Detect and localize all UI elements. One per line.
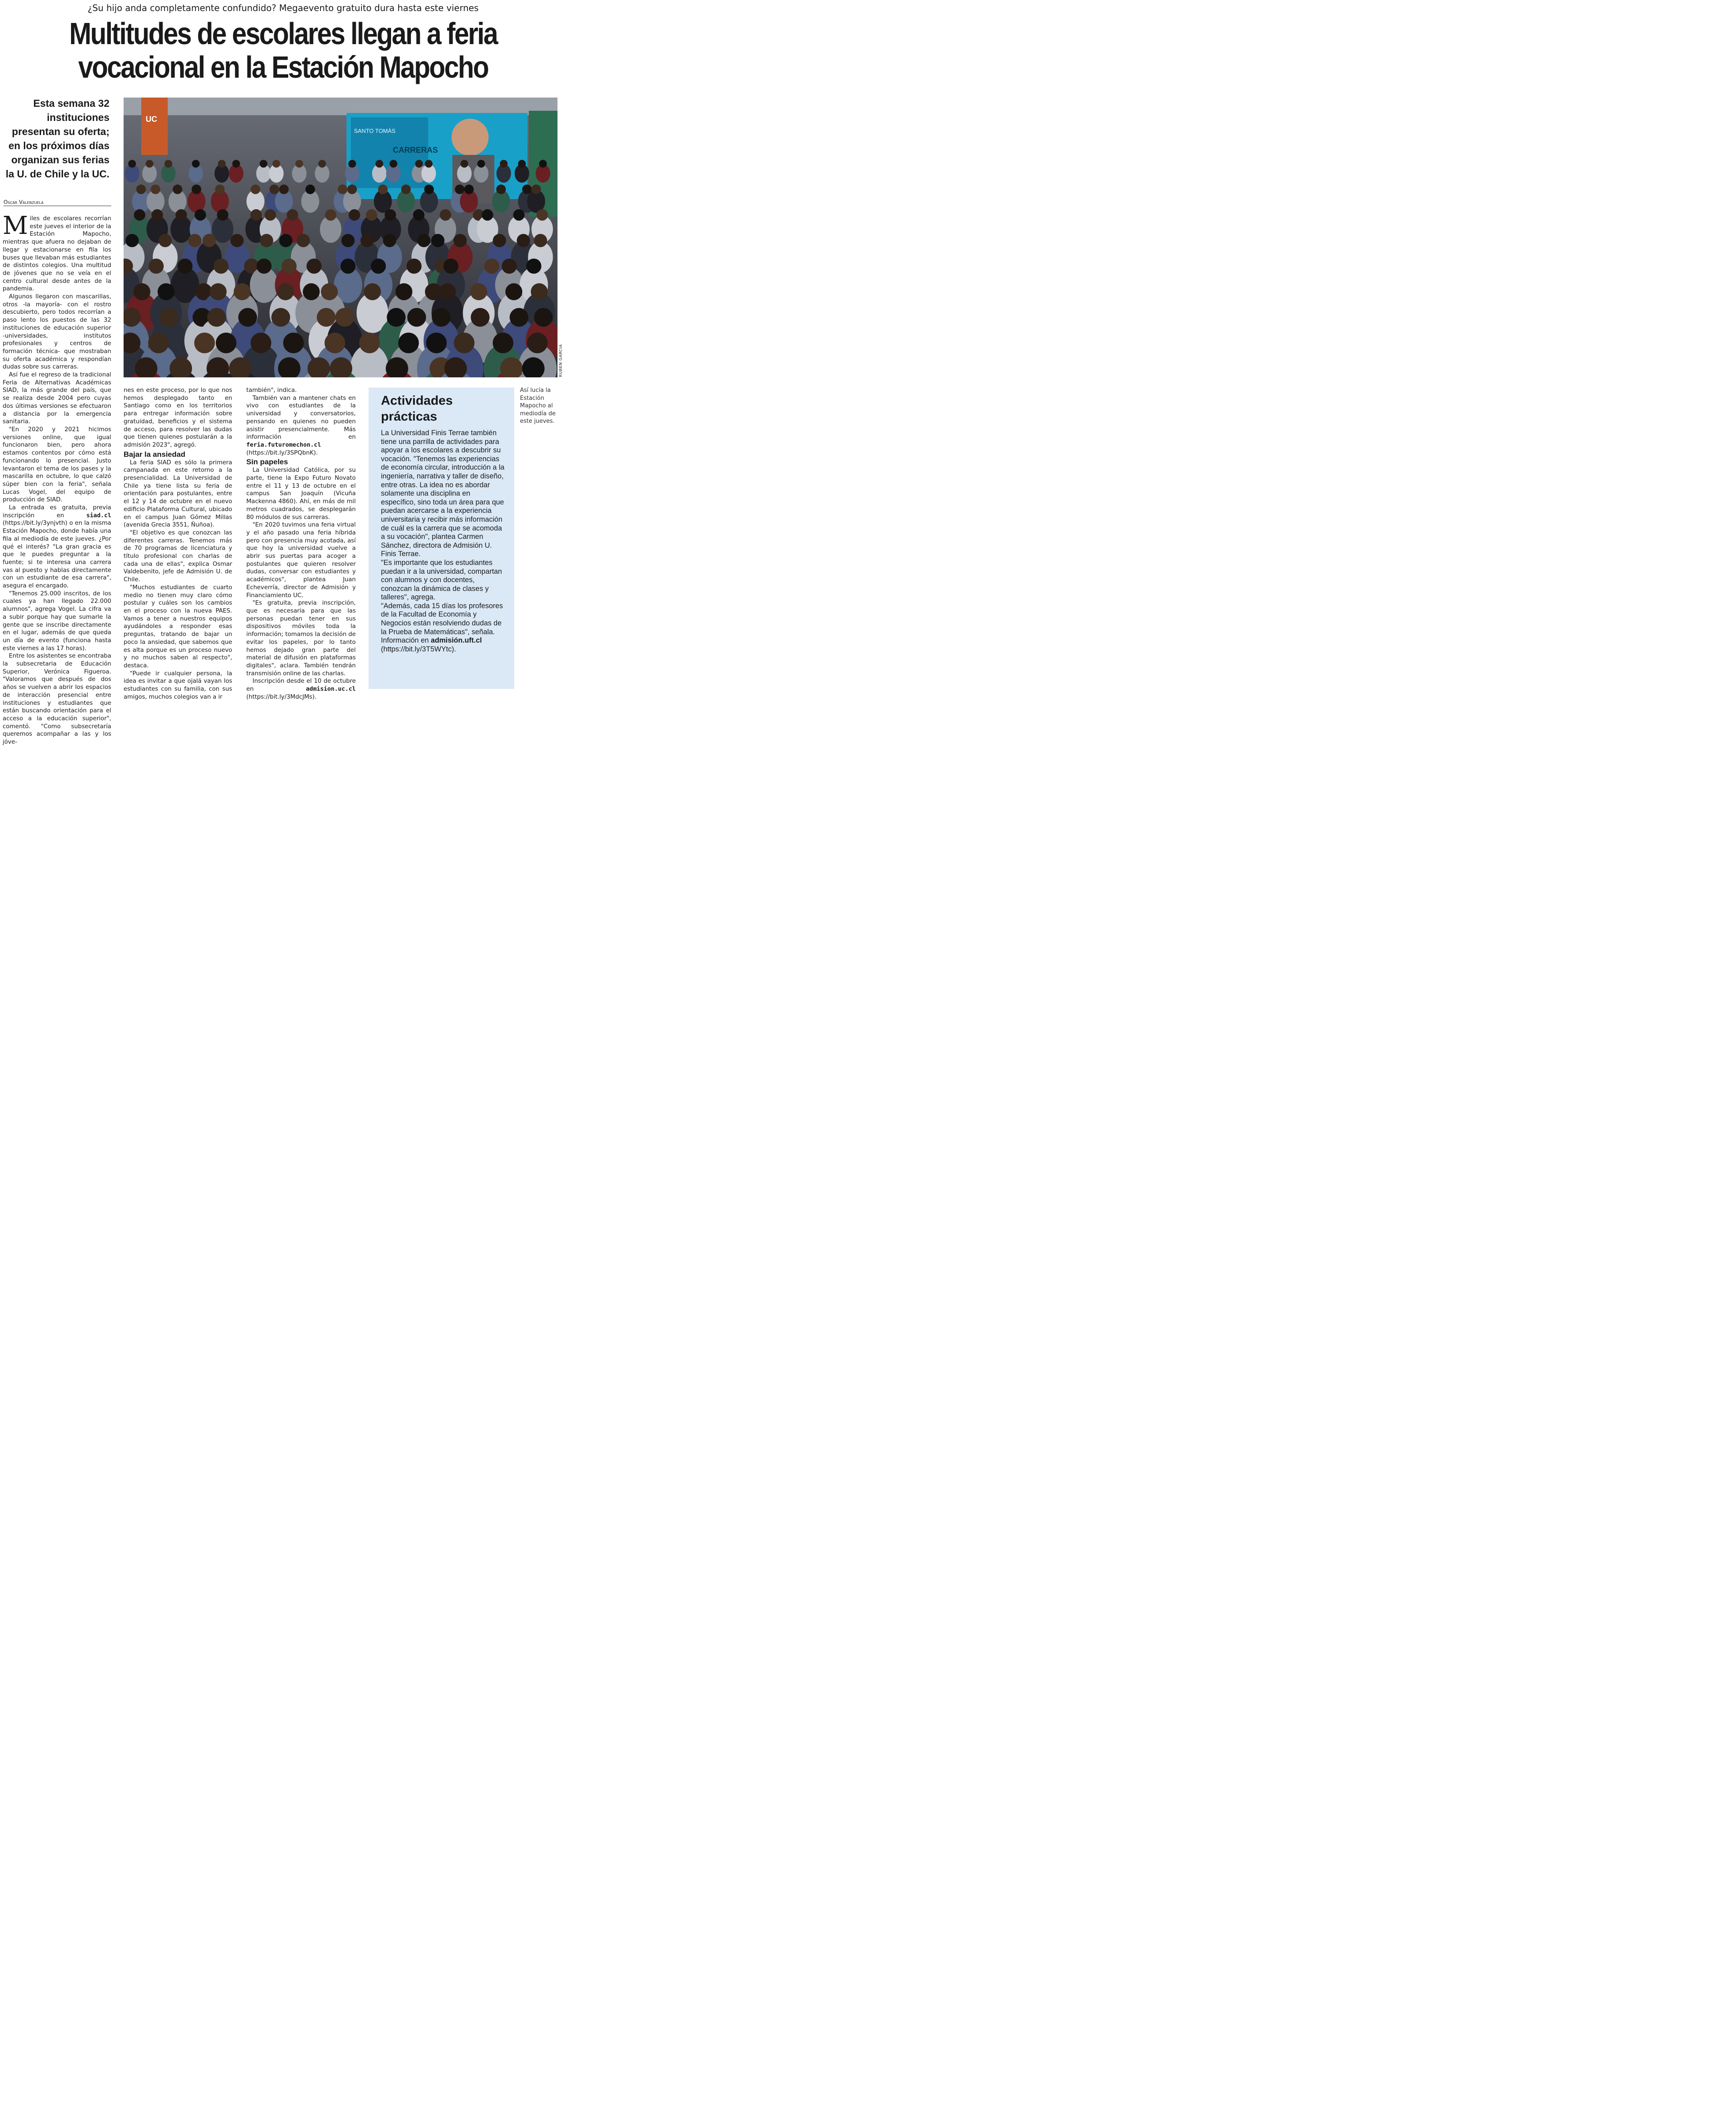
person-head — [415, 160, 423, 168]
person-head — [496, 184, 506, 194]
person-head — [277, 283, 294, 300]
person-head — [192, 184, 201, 194]
person-head — [317, 308, 336, 327]
person-head — [128, 160, 136, 168]
person-head — [177, 259, 192, 274]
person-head — [531, 283, 548, 300]
kicker: ¿Su hijo anda completamente confundido? Megaevento gratuito dura hasta este viernes — [87, 3, 479, 13]
person-head — [176, 209, 187, 221]
person-head — [493, 333, 513, 354]
person-head — [297, 234, 310, 247]
person-head — [482, 209, 493, 221]
person-head — [454, 333, 474, 354]
person-head — [376, 160, 384, 168]
subheading-bajar-ansiedad: Bajar la ansiedad — [124, 450, 185, 459]
person-head — [232, 160, 240, 168]
person-head — [413, 209, 425, 221]
person-head — [216, 333, 237, 354]
person-head — [165, 160, 173, 168]
person-head — [366, 209, 377, 221]
article-paragraph: "En 2020 y 2021 hicimos versiones online, que igual funcionaron bien, pero ahora estamos contentos por cómo está funcionando lo presencial. Justo levantaron el tema de los pases y la mascarilla en octubre, lo que calzó súper bien con la feria", señala Lucas Vogel, del equipo de producción de SIAD. — [3, 426, 111, 504]
person-head — [335, 308, 354, 327]
article-paragraph: "En 2020 tuvimos una feria virtual y el año pasado una feria híbrida pero con presencia muy acotada, así que hoy la universidad vuelve a abrir sus puertas para acoger a postulantes que quieren resolver dudas, conversar con estudiantes y académicos", plantea Juan Echeverría, director de Admisión y Financiamiento UC. — [246, 522, 356, 599]
box-paragraph: "Además, cada 15 días los profesores de la Facultad de Economía y Negocios están resolviendo dudas de la Prueba de Matemáticas", señala. — [381, 602, 503, 636]
headline — [40, 17, 527, 84]
person-head — [510, 308, 529, 327]
deck: Esta semana 32 instituciones presentan su oferta; en los próximos días organizan sus ferias la U. de Chile y la UC. — [5, 98, 109, 180]
person-head — [398, 333, 419, 354]
person-head — [443, 259, 458, 274]
person-head — [407, 308, 426, 327]
siad-link[interactable]: siad.cl — [86, 512, 111, 519]
person-head — [192, 160, 200, 168]
article-paragraph: "Puede ir cualquier persona, la idea es invitar a que ojalá vayan los estudiantes con su familia, con sus amigos, muchos colegios van a ir — [124, 670, 232, 700]
person-head — [230, 234, 244, 247]
box-text — [381, 429, 507, 654]
article-column-1 — [3, 211, 111, 746]
person-head — [217, 209, 228, 221]
person-head — [251, 333, 271, 354]
article-paragraph: "El objetivo es que conozcan las diferentes carreras. Tenemos más de 70 programas de licenciatura y título profesional con charlas de cada una de ellas", explica Osmar Valdebenito, jefe de Admisión U. de Chile. — [124, 529, 232, 583]
person-head — [325, 209, 336, 221]
headline-line-2: vocacional en la Estación Mapocho — [78, 50, 488, 84]
person-head — [159, 308, 178, 327]
person-head — [383, 234, 396, 247]
person-head — [340, 259, 355, 274]
person-head — [517, 234, 530, 247]
person-head — [324, 333, 345, 354]
person-head — [173, 184, 182, 194]
article-paragraph: también", indica. — [246, 387, 297, 394]
person-head — [407, 259, 422, 274]
person-head — [321, 283, 338, 300]
person-head — [477, 160, 485, 168]
person-head — [188, 234, 201, 247]
article-paragraph: También van a mantener chats en vivo con estudiantes de la universidad y conversatorios, pensando en quienes no pueden asistir presencialmente. Más información en feria.futuromechon.cl (https://bit.ly/3SPQbnK). — [246, 395, 356, 456]
box-paragraph: Información en admisión.uft.cl (https://bit.ly/3T5WYtc). — [381, 636, 482, 653]
person-head — [338, 184, 347, 194]
uc-sign — [141, 98, 168, 155]
uft-link[interactable]: admisión.uft.cl — [430, 636, 482, 645]
person-head — [260, 160, 267, 168]
person-head — [158, 283, 174, 300]
article-paragraph: "Es gratuita, previa inscripción, que es necesaria para que las personas puedan tener en sus dispositivos móviles toda la información; tomamos la decisión de evitar los papeles, por lo tanto hemos dejado gran parte del material de difusión en plataformas digitales", aclara. También tendrán transmisión online de las charlas. — [246, 600, 356, 677]
person-head — [271, 308, 290, 327]
person-head — [287, 209, 298, 221]
person-head — [536, 209, 548, 221]
person-head — [134, 209, 145, 221]
person-head — [440, 209, 451, 221]
person-head — [371, 259, 386, 274]
person-head — [471, 308, 490, 327]
person-head — [306, 259, 321, 274]
person-head — [534, 234, 547, 247]
person-head — [283, 333, 304, 354]
person-head — [207, 308, 226, 327]
person-head — [218, 160, 226, 168]
person-head — [426, 333, 447, 354]
article-paragraph: nes en este proceso, por lo que nos hemos desplegado tanto en Santiago como en los territorios para entregar información sobre gratuidad, beneficios y el sistema de acceso, para resolver las dudas que tienen quienes postularán a la admisión 2023", agregó. — [124, 387, 232, 448]
person-head — [455, 184, 465, 194]
article-paragraph: Algunos llegaron con mascarillas, otros -la mayoría- con el rostro descubierto, pero todos recorrían a paso lento los puestos de las 32 instituciones de educación superior -universidades, institutos profesionales y centros de formación técnica- que mostraban su oferta académica y respondían dudas sobre sus carreras. — [3, 293, 111, 371]
subheading-sin-papeles: Sin papeles — [246, 458, 288, 467]
person-head — [424, 184, 434, 194]
person-head — [539, 160, 547, 168]
person-head — [349, 209, 360, 221]
person-head — [500, 160, 508, 168]
person-head — [439, 283, 456, 300]
person-head — [194, 333, 215, 354]
banner-face — [452, 119, 489, 156]
person-head — [303, 283, 320, 300]
person-head — [151, 209, 163, 221]
article-column-3 — [246, 387, 356, 701]
person-head — [390, 160, 398, 168]
person-head — [146, 160, 154, 168]
person-head — [378, 184, 388, 194]
dropcap: M — [3, 211, 28, 240]
person-head — [493, 234, 506, 247]
person-head — [432, 308, 451, 327]
person-head — [272, 160, 280, 168]
person-head — [460, 160, 468, 168]
person-head — [387, 308, 406, 327]
person-head — [384, 209, 396, 221]
person-head — [431, 234, 444, 247]
person-head — [518, 160, 526, 168]
article-column-2 — [124, 387, 232, 701]
person-head — [136, 184, 146, 194]
person-head — [279, 234, 292, 247]
person-head — [210, 283, 226, 300]
photo-credit: RUBEN GARCIA — [559, 344, 563, 377]
article-paragraph: "Muchos estudiantes de cuarto medio no tienen muy claro cómo postular y cuáles son los cambios en el proceso con la nueva PAES. Vamos a tener a nuestros equipos ayudándoles a responder esas preguntas, tratando de bajar un poco la ansiedad, que sabemos que es alta porque es un proceso nuevo y no muchos saben al respecto", destaca. — [124, 584, 232, 669]
person-head — [318, 160, 326, 168]
futuromechon-link[interactable]: feria.futuromechon.cl — [246, 441, 321, 448]
person-head — [364, 283, 381, 300]
person-head — [347, 184, 357, 194]
article-paragraph: Entre los asistentes se encontraba la subsecretaria de Educación Superior, Verónica Figueroa. "Valoramos que después de dos años se vuelven a abrir los espacios de interacción presencial entre instituciones y estudiantes que están buscando orientación para el acceso a la educación superior", comentó. "Como subsecretaría queremos acompañar a las y los jóve- — [3, 653, 111, 746]
person-head — [251, 184, 260, 194]
article-paragraph: La entrada es gratuita, previa inscripción en siad.cl (https://bit.ly/3ynjvth) o en la misma Estación Mapocho, donde había una fila al mediodía de este jueves. ¿Por qué el interés? "La gran gracia es que le puedes preguntar a la fuente; si te interesa una carrera vas al puesto y hablas directamente con un estudiante de esa carrera", asegura el encargado. — [3, 504, 111, 590]
person-head — [531, 184, 541, 194]
person-head — [395, 283, 412, 300]
person-head — [526, 259, 541, 274]
person-head — [348, 160, 356, 168]
person-head — [256, 259, 271, 274]
person-head — [233, 283, 250, 300]
headline-line-1: Multitudes de escolares llegan a feria — [69, 16, 497, 51]
person-head — [484, 259, 499, 274]
person-head — [534, 308, 553, 327]
person-head — [214, 259, 229, 274]
person-head — [341, 234, 354, 247]
photo-caption: Así lucía la Estación Mapocho al mediodía de este jueves. — [520, 387, 556, 425]
person-head — [505, 283, 522, 300]
person-head — [264, 209, 276, 221]
person-head — [425, 160, 433, 168]
person-head — [417, 234, 430, 247]
box-paragraph: "Es importante que los estudiantes puedan ir a la universidad, compartan con alumnos y con docentes, conozcan la dinámica de clases y talleres", agrega. — [381, 558, 502, 602]
crowd-photo-illustration — [124, 98, 557, 377]
person-head — [260, 234, 273, 247]
person-head — [125, 234, 139, 247]
article-paragraph: Miles de escolares recorrían este jueves el interior de la Estación Mapocho, mientras que afuera no dejaban de llegar y estacionarse en fila los buses que llevaban más estudiantes de distintos colegios. Una multitud de jóvenes que no se veía en el centro cultural desde antes de la pandemia. — [3, 211, 111, 293]
article-paragraph: "Tenemos 25.000 inscritos, de los cuales ya han llegado 22.000 alumnos", agrega Vogel. La cifra va a subir porque hay que sumarle la gente que se inscribe directamente en el lugar, además de que queda un día de evento (funciona hasta este viernes a las 17 horas). — [3, 590, 111, 652]
byline: Oscar Valenzuela — [4, 199, 111, 206]
person-head — [295, 160, 303, 168]
person-head — [502, 259, 517, 274]
person-head — [470, 283, 487, 300]
person-head — [401, 184, 411, 194]
person-head — [151, 184, 160, 194]
person-head — [359, 333, 380, 354]
banner-brand: SANTO TOMÁS — [354, 128, 395, 134]
article-paragraph: La Universidad Católica, por su parte, tiene la Expo Futuro Novato entre el 11 y 13 de octubre en el campus San Joaquín (Vicuña Mackenna 4860). Ahí, en más de mil metros cuadrados, se desplegarán 80 módulos de sus carreras. — [246, 467, 356, 521]
crowd-photo — [124, 98, 557, 377]
person-head — [305, 184, 315, 194]
person-head — [527, 333, 548, 354]
admision-uc-link[interactable]: admision.uc.cl — [306, 686, 356, 693]
person-head — [148, 333, 169, 354]
person-head — [158, 234, 172, 247]
person-head — [453, 234, 467, 247]
article-paragraph: La feria SIAD es sólo la primera campanada en este retorno a la presencialidad. La Universidad de Chile ya tiene lista su feria de orientación para postulantes, entre el 12 y 14 de octubre en el nuevo edificio Plataforma Cultural, ubicado en el campus Juan Gómez Millas (avenida Grecia 3551, Ñuñoa). — [124, 459, 232, 529]
article-paragraph: Así fue el regreso de la tradicional Feria de Alternativas Académicas SIAD, la más grande del país, que se realiza desde 2004 pero cuyas dos últimas versiones se efectuaron a distancia por la emergencia sanitaria. — [3, 372, 111, 425]
banner-text: CARRERAS — [393, 146, 438, 154]
person-head — [195, 209, 206, 221]
person-head — [361, 234, 374, 247]
person-head — [203, 234, 216, 247]
person-head — [238, 308, 257, 327]
person-head — [269, 184, 279, 194]
sidebar-box — [369, 388, 514, 689]
box-title: Actividades prácticas — [381, 394, 453, 424]
person-head — [149, 259, 164, 274]
person-head — [282, 259, 297, 274]
person-head — [215, 184, 225, 194]
article-paragraph: Inscripción desde el 10 de octubre en admision.uc.cl (https://bit.ly/3MdcJMs). — [246, 678, 356, 700]
person-head — [250, 209, 262, 221]
box-paragraph: La Universidad Finis Terrae también tiene una parrilla de actividades para apoyar a los escolares a descubrir su vocación. "Tenemos las experiencias de economía circular, introducción a la ingeniería, narrativa y taller de diseño, entre otras. La idea no es abordar solamente una disciplina en específico, sino toda un área para que puedan acercarse a la experiencia universitaria y recibir más información de cuál es la carrera que se acomoda a su vocación", plantea Carmen Sánchez, directora de Admisión U. Finis Terrae. — [381, 429, 505, 558]
person-head — [279, 184, 289, 194]
person-head — [513, 209, 525, 221]
uc-sign-text: UC — [146, 115, 157, 124]
person-head — [464, 184, 474, 194]
person-head — [133, 283, 150, 300]
